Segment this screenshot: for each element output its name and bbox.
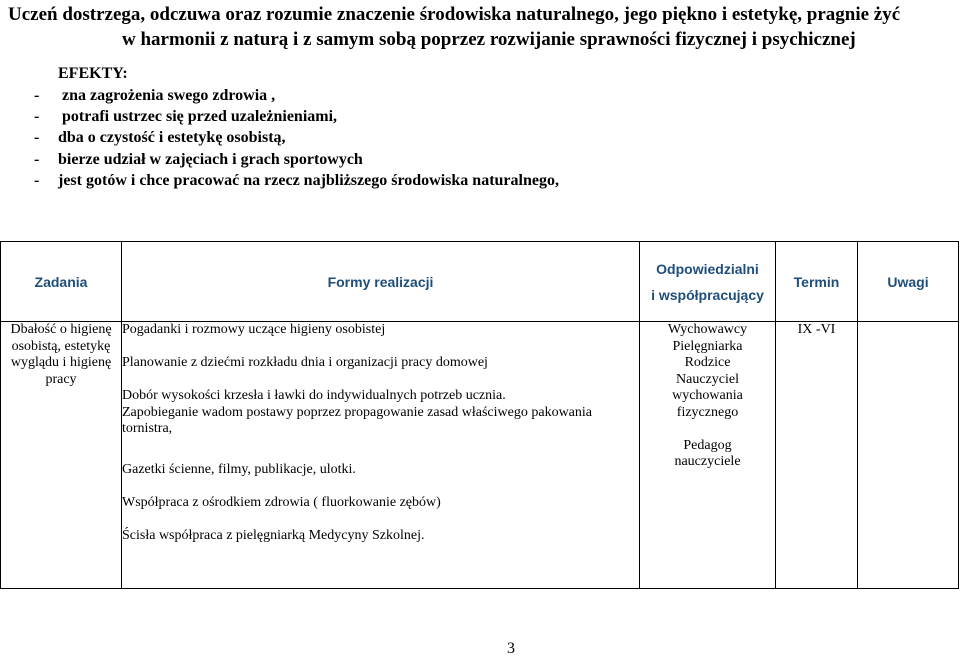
effects-item-text: potrafi ustrzec się przed uzależnieniami,	[62, 108, 338, 126]
cell-termin: IX -VI	[776, 322, 858, 589]
cell-line: Dbałość o higienę	[10, 322, 112, 337]
effects-item	[34, 106, 559, 127]
effects-item	[34, 127, 559, 148]
effects-item-text: bierze udział w zajęciach i grach sportowych	[58, 150, 363, 168]
cell-line: Nauczyciel	[676, 371, 739, 387]
cell-line	[640, 421, 775, 438]
header-odpowiedzialni-line-1: Odpowiedzialni	[656, 260, 759, 277]
cell-line: Planowanie z dziećmi rozkładu dnia i organizacji pracy domowej	[122, 355, 488, 370]
list-dash: -	[34, 150, 40, 168]
effects-item-text: dba o czystość i estetykę osobistą,	[58, 129, 286, 147]
page-number: 3	[507, 640, 515, 657]
cell-line: Rodzice	[684, 355, 731, 370]
table-header-row	[1, 242, 959, 322]
cell-line: Współpraca z ośrodkiem zdrowia ( fluorkowanie zębów)	[122, 495, 441, 510]
header-termin: Termin	[776, 242, 858, 322]
cell-line: Wychowawcy	[667, 322, 748, 337]
table-row	[1, 322, 959, 589]
cell-line: Pedagog	[683, 437, 732, 453]
cell-line	[122, 372, 639, 389]
intro-line-2: w harmonii z naturą i z samym sobą poprzez rozwijanie sprawności fizycznej i psychicznej	[122, 29, 856, 50]
effects-title: EFEKTY:	[58, 65, 128, 82]
cell-line: Zapobieganie wadom postawy poprzez propagowanie zasad właściwego pakowania	[122, 404, 592, 420]
header-zadania: Zadania	[1, 242, 122, 322]
effects-item-text: zna zagrożenia swego zdrowia ,	[62, 87, 276, 104]
cell-line: osobistą, estetykę	[11, 338, 111, 354]
effects-item	[34, 149, 559, 170]
cell-line: Pielęgniarka	[672, 338, 743, 354]
cell-line	[122, 339, 639, 356]
cell-line: nauczyciele	[674, 454, 741, 469]
header-odpowiedzialni	[640, 242, 776, 322]
cell-line: wyglądu i higienę	[10, 355, 112, 370]
list-dash: -	[34, 129, 40, 147]
cell-line: tornistra,	[122, 421, 173, 436]
cell-line	[122, 479, 639, 496]
list-dash: -	[34, 108, 40, 126]
cell-line: fizycznego	[676, 404, 739, 420]
header-formy-realizacji: Formy realizacji	[122, 242, 640, 322]
list-dash: -	[34, 87, 40, 104]
list-dash: -	[34, 171, 40, 189]
cell-line	[122, 454, 639, 462]
cell-line: Gazetki ścienne, filmy, publikacje, ulotki.	[122, 462, 356, 477]
header-odpowiedzialni-line-2: i współpracujący	[651, 286, 764, 303]
cell-line: Dobór wysokości krzesła i ławki do indywidualnych potrzeb ucznia.	[122, 388, 506, 403]
effects-item-text: jest gotów i chce pracować na rzecz najbliższego środowiska naturalnego,	[58, 171, 559, 189]
cell-odpowiedzialni	[640, 322, 776, 589]
cell-zadania	[1, 322, 122, 589]
effects-item	[34, 170, 559, 191]
cell-formy-realizacji	[122, 322, 640, 589]
effects-list	[34, 85, 559, 191]
header-uwagi: Uwagi	[858, 242, 959, 322]
cell-line: pracy	[45, 371, 77, 387]
plan-table	[0, 241, 959, 589]
cell-line	[122, 512, 639, 529]
cell-line: wychowania	[672, 388, 743, 403]
cell-line	[122, 438, 639, 455]
cell-line: Pogadanki i rozmowy uczące higieny osobistej	[122, 322, 386, 337]
cell-uwagi	[858, 322, 959, 589]
effects-item	[34, 85, 559, 106]
intro-line-1: Uczeń dostrzega, odczuwa oraz rozumie znaczenie środowiska naturalnego, jego piękno i estetykę, pragnie żyć	[8, 4, 901, 25]
cell-line: Ścisła współpraca z pielęgniarką Medycyny Szkolnej.	[122, 528, 425, 543]
intro-statement	[8, 2, 958, 52]
